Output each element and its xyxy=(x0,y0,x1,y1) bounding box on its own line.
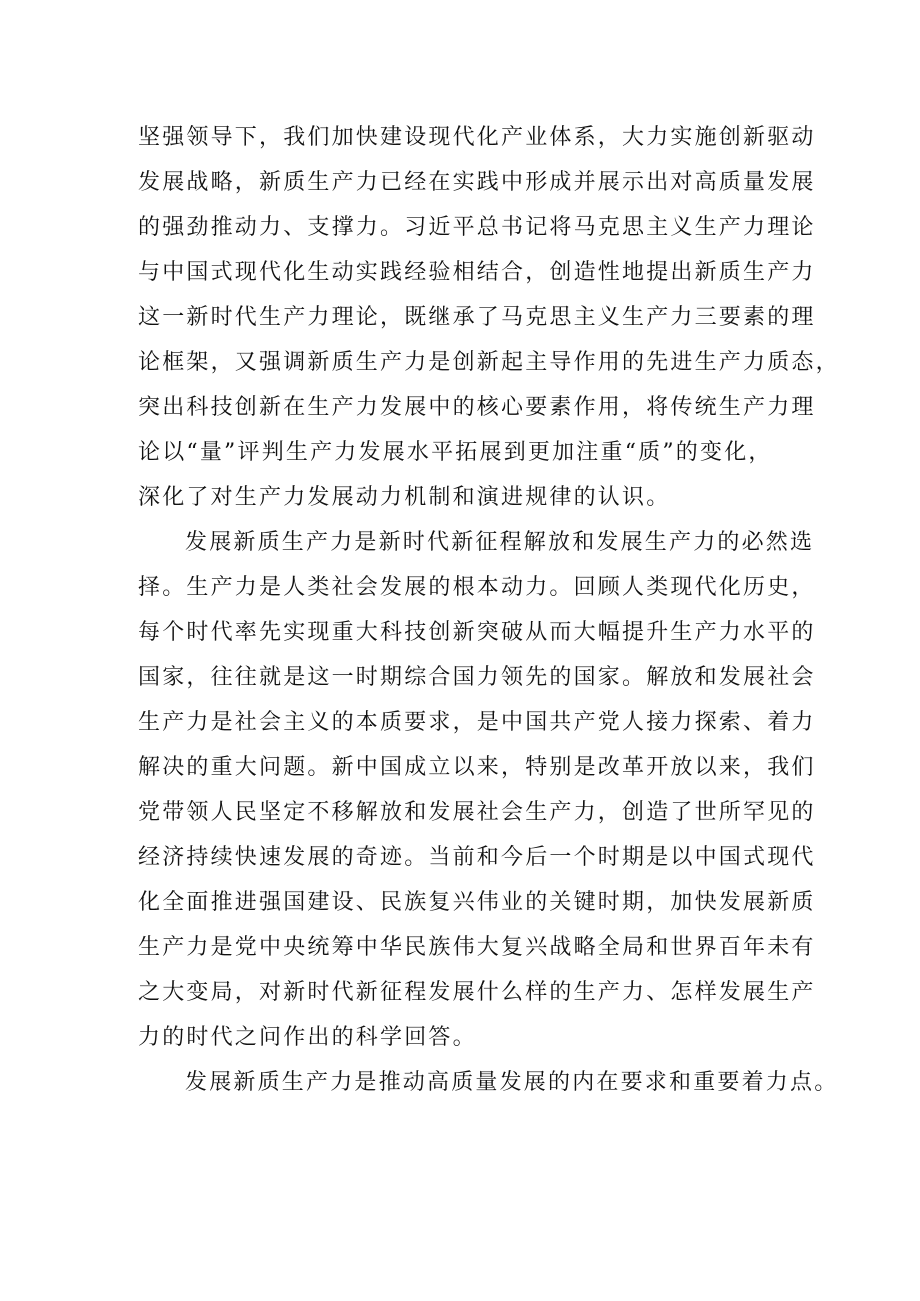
text-line: 的强劲推动力、支撑力。习近平总书记将马克思主义生产力理论 xyxy=(138,215,816,240)
text-line: 力的时代之问作出的科学回答。 xyxy=(138,1025,477,1050)
text-line: 之大变局，对新时代新征程发展什么样的生产力、怎样发展生产 xyxy=(138,980,816,1005)
text-line: 与中国式现代化生动实践经验相结合，创造性地提出新质生产力 xyxy=(138,260,816,285)
text-line: 深化了对生产力发展动力机制和演进规律的认识。 xyxy=(138,485,671,510)
text-line: 经济持续快速发展的奇迹。当前和今后一个时期是以中国式现代 xyxy=(138,845,816,870)
text-line: 择。生产力是人类社会发展的根本动力。回顾人类现代化历史， xyxy=(138,575,816,600)
text-line: 突出科技创新在生产力发展中的核心要素作用，将传统生产力理 xyxy=(138,395,816,420)
document-body xyxy=(138,115,838,1105)
text-line: 国家，往往就是这一时期综合国力领先的国家。解放和发展社会 xyxy=(138,665,816,690)
text-line: 发展战略，新质生产力已经在实践中形成并展示出对高质量发展 xyxy=(138,170,816,195)
text-line: 生产力是党中央统筹中华民族伟大复兴战略全局和世界百年未有 xyxy=(138,935,816,960)
text-line: 论框架，又强调新质生产力是创新起主导作用的先进生产力质态， xyxy=(138,350,840,375)
text-line: 论以“量”评判生产力发展水平拓展到更加注重“质”的变化， xyxy=(138,440,773,465)
text-line: 坚强领导下，我们加快建设现代化产业体系，大力实施创新驱动 xyxy=(138,125,816,150)
text-line: 这一新时代生产力理论，既继承了马克思主义生产力三要素的理 xyxy=(138,305,816,330)
paragraph-first-line: 发展新质生产力是新时代新征程解放和发展生产力的必然选 xyxy=(185,530,815,555)
text-line: 党带领人民坚定不移解放和发展社会生产力，创造了世所罕见的 xyxy=(138,800,816,825)
paragraph-first-line: 发展新质生产力是推动高质量发展的内在要求和重要着力点。 xyxy=(185,1070,839,1095)
text-line: 化全面推进强国建设、民族复兴伟业的关键时期，加快发展新质 xyxy=(138,890,816,915)
text-line: 解决的重大问题。新中国成立以来，特别是改革开放以来，我们 xyxy=(138,755,816,780)
text-line: 生产力是社会主义的本质要求，是中国共产党人接力探索、着力 xyxy=(138,710,816,735)
text-line: 每个时代率先实现重大科技创新突破从而大幅提升生产力水平的 xyxy=(138,620,816,645)
